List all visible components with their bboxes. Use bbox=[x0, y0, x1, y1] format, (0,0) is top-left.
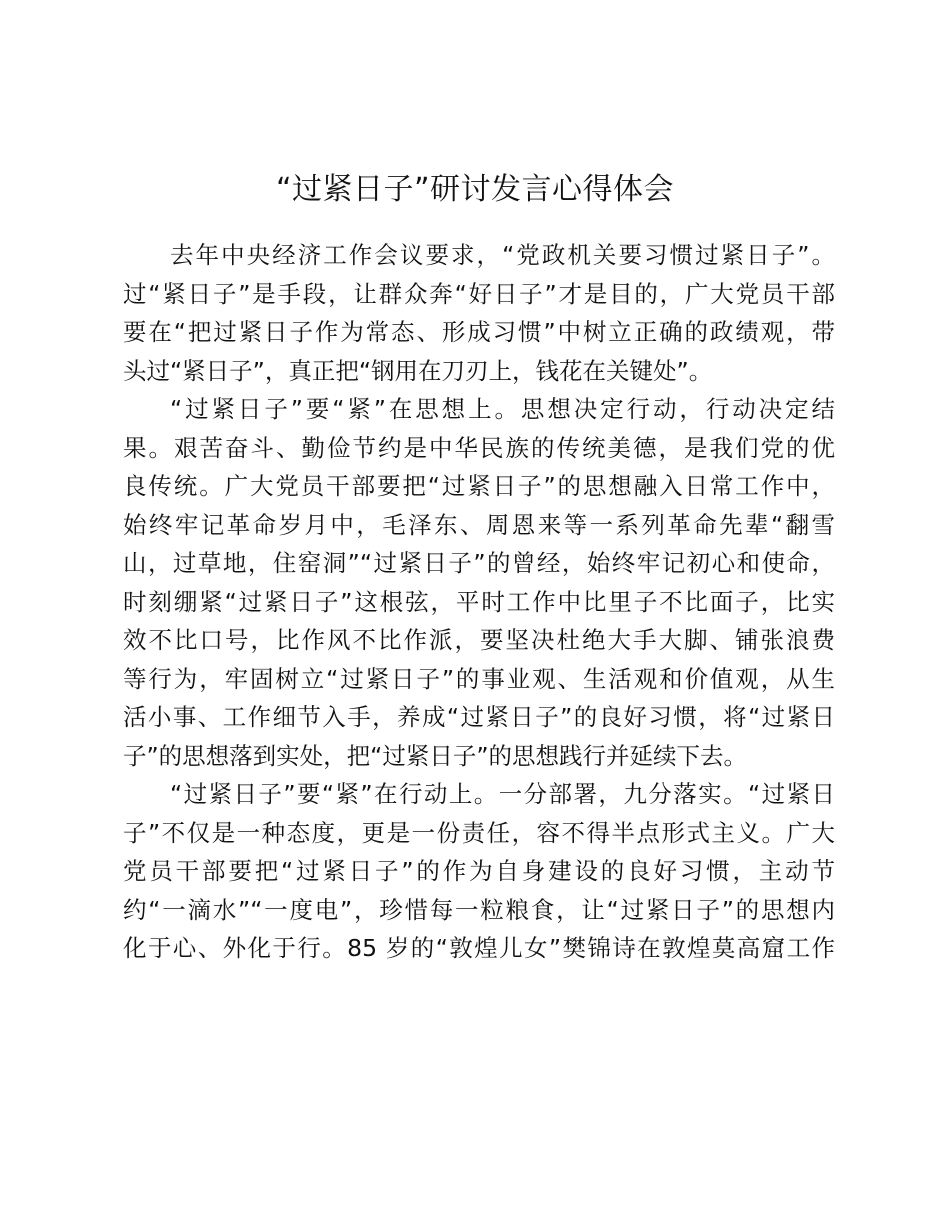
paragraph-1-line: 去年中央经济工作会议要求，“党政机关要习惯过紧日子”。 bbox=[170, 241, 835, 269]
paragraph-1-line: 过“紧日子”是手段，让群众奔“好日子”才是目的，广大党员干部 bbox=[123, 279, 835, 308]
paragraph-3-line: 党员干部要把“过紧日子”的作为自身建设的良好习惯，主动节 bbox=[123, 857, 835, 885]
paragraph-2-line: 始终牢记革命岁月中，毛泽东、周恩来等一系列革命先辈“翻雪 bbox=[123, 510, 835, 539]
paragraph-2-line: 活小事、工作细节入手，养成“过紧日子”的良好习惯，将“过紧日 bbox=[123, 703, 835, 731]
paragraph-2-line: 果。艰苦奋斗、勤俭节约是中华民族的传统美德，是我们党的优 bbox=[123, 433, 835, 462]
paragraph-2-line: 良传统。广大党员干部要把“过紧日子”的思想融入日常工作中， bbox=[123, 472, 835, 500]
paragraph-1-line: 要在“把过紧日子作为常态、形成习惯”中树立正确的政绩观，带 bbox=[123, 318, 835, 346]
paragraph-2-line: 子”的思想落到实处，把“过紧日子”的思想践行并延续下去。 bbox=[123, 741, 748, 770]
paragraph-2-line: 山，过草地，住窑洞”“过紧日子”的曾经，始终牢记初心和使命， bbox=[123, 549, 835, 577]
document-body bbox=[123, 236, 835, 968]
paragraph-2-line: “过紧日子”要“紧”在思想上。思想决定行动，行动决定结 bbox=[170, 395, 835, 423]
paragraph-3-line: 子”不仅是一种态度，更是一份责任，容不得半点形式主义。广大 bbox=[123, 818, 835, 847]
paragraph-2-line: 时刻绷紧“过紧日子”这根弦，平时工作中比里子不比面子，比实 bbox=[123, 587, 835, 616]
paragraph-3-line: “过紧日子”要“紧”在行动上。一分部署，九分落实。“过紧日 bbox=[170, 780, 835, 808]
paragraph-1-line: 头过“紧日子”，真正把“钢用在刀刃上，钱花在关键处”。 bbox=[123, 356, 713, 385]
paragraph-3-line: 化于心、外化于行。85 岁的“敦煌儿女”樊锦诗在敦煌莫高窟工作 bbox=[123, 934, 835, 962]
paragraph-3-line: 约“一滴水”“一度电”，珍惜每一粒粮食，让“过紧日子”的思想内 bbox=[123, 895, 835, 924]
paragraph-2-line: 效不比口号，比作风不比作派，要坚决杜绝大手大脚、铺张浪费 bbox=[123, 626, 835, 654]
document-title: “过紧日子”研讨发言心得体会 bbox=[275, 172, 675, 207]
paragraph-2-line: 等行为，牢固树立“过紧日子”的事业观、生活观和价值观，从生 bbox=[123, 664, 835, 693]
